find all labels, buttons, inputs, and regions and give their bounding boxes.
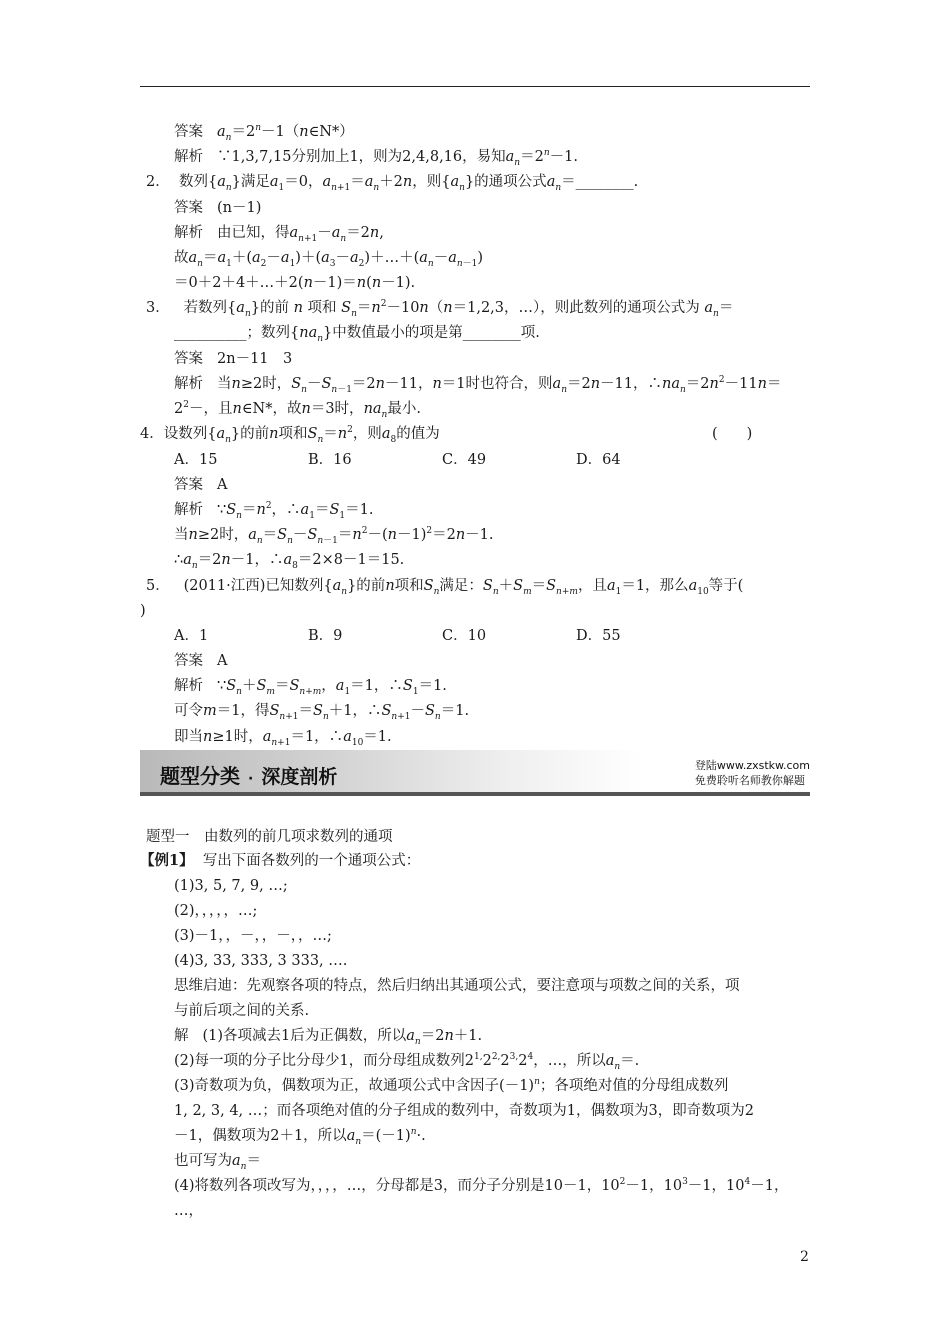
p5-line3: 可令m＝1，得$S_{n+1}=S_n+1$，$\therefore S_{n+1}-S_n=1$.	[174, 703, 470, 722]
page-number: 2	[800, 1249, 809, 1265]
p4-option-a: A．15	[174, 452, 218, 468]
p4-answer: 答案 A	[174, 477, 228, 493]
example-1: 【例1】 写出下面各数列的一个通项公式：	[140, 852, 421, 869]
p4-line3: 当n≥2时，$a_n=S_n-S_{n-1}=n^2-(n-1)^2=2n-1$.	[174, 526, 494, 546]
p5-analysis: 解析 $\because S_n+S_m=S_{n+m}$，$a_1=1$，$\therefore S_1=1$.	[174, 678, 447, 697]
p5-stem: 5． (2011·江西)已知数列$\{a_n\}$的前n项和$S_n$满足：$S_n+S_m=S_{n+m}$，且$a_1=1$，那么$a_{10}$等于(	[146, 578, 744, 597]
p4-option-d: D．64	[576, 452, 621, 468]
p5-option-d: D．55	[576, 628, 621, 644]
banner-site-info: 登陆www.zxstkw.com 免费聆听名师教你解题	[694, 759, 810, 787]
section-heading: 题型一 由数列的前几项求数列的通项	[146, 829, 393, 845]
thinking-line2: 与前后项之间的关系.	[174, 1003, 310, 1019]
p2-line4: ＝0＋2＋4＋…＋2(n－1)＝n(n－1).	[174, 275, 416, 291]
header-rule	[140, 86, 810, 87]
section-banner	[140, 750, 810, 796]
p3-stem: 3． 若数列$\{a_n\}$的前 n 项和 $S_n=n^2-10n(n=1,2,3$，…），则此数列的通项公式为 $a_n=$	[146, 299, 734, 319]
example-item-3: (3)－1，，－，，－，，…;	[174, 928, 332, 944]
example-item-4: (4)3, 33, 333, 3 333, ….	[174, 953, 348, 969]
solution-3-line3: －1，偶数项为2＋1，所以$a_n=(-1)^n\cdot$.	[174, 1127, 426, 1147]
p2-answer: 答案 (n－1)	[174, 200, 262, 216]
p5-options	[174, 627, 710, 647]
p5-line4: 即当n≥1时，$a_{n+1}=1$，$\therefore a_{10}=1$.	[174, 729, 392, 748]
p2-line3: 故$a_n=a_1+(a_2-a_1)+(a_3-a_2)+\dots+(a_n-a_{n-1})$	[174, 250, 484, 269]
p4-answer-paren: ( )	[712, 426, 753, 442]
p4-analysis: 解析 $\because S_n=n^2$，$\therefore a_1=S_1=1$.	[174, 501, 374, 521]
p5-answer: 答案 A	[174, 653, 228, 669]
example-item-1: (1)3, 5, 7, 9, …;	[174, 878, 288, 894]
p5-option-b: B．9	[308, 628, 343, 644]
p4-line4: $\therefore a_n=2n-1$，$\therefore a_8=2\times 8-1=15$.	[174, 552, 405, 571]
p3-line2: __________；数列$\{na_n\}$中数值最小的项是第________项.	[174, 325, 540, 344]
solution-4-line2: …，	[174, 1203, 203, 1219]
p3-analysis: 解析 当n≥2时，$S_n-S_{n-1}=2n-11$，n＝1时也符合，则$a_n=2n-11$，$\therefore na_n=2n^2-11n=$	[174, 375, 782, 395]
example-item-2: (2)，，，，，…;	[174, 903, 258, 919]
banner-underline	[140, 792, 810, 796]
p4-stem: 4．设数列$\{a_n\}$的前n项和$S_n=n^2$，则$a_8$的值为	[140, 425, 440, 445]
p4-options	[174, 451, 710, 471]
p4-option-c: C．49	[442, 452, 487, 468]
p3-analysis-line2: $2^2-$，且n∈N*，故n＝3时，$na_n$最小.	[174, 400, 421, 420]
banner-title: 题型分类 · 深度剖析	[160, 764, 338, 788]
thinking-line1: 思维启迪：先观察各项的特点，然后归纳出其通项公式，要注意项与项数之间的关系，项	[174, 978, 740, 994]
p4-option-b: B．16	[308, 452, 352, 468]
solution-alt: 也可写为$a_n=$	[174, 1153, 261, 1172]
solution-2: (2)每一项的分子比分母少1，而分母组成数列$2^{1,}2^{2,}2^{3,}2^4$，…，所以$a_n=$.	[174, 1052, 640, 1072]
p3-answer: 答案 2n－11 3	[174, 351, 293, 367]
solution-4: (4)将数列各项改写为，，，，…，分母都是3，而分子分别是10－1，$10^2-1$，$10^3-1$，$10^4-1$，	[174, 1177, 789, 1194]
p5-option-a: A．1	[174, 628, 209, 644]
p1-answer: 答案 $a_n=2^n-1(n\in N*)$	[174, 123, 354, 143]
p2-stem: 2． 数列$\{a_n\}$满足$a_1=0$，$a_{n+1}=a_n+2n$，则$\{a_n\}$的通项公式$a_n=\_\_\_\_\_\_\_\_$.	[146, 174, 639, 193]
p5-option-c: C．10	[442, 628, 487, 644]
p2-analysis: 解析 由已知，得$a_{n+1}-a_n=2n$,	[174, 225, 384, 244]
solution-3: (3)奇数项为负，偶数项为正，故通项公式中含因子$(-1)^n$；各项绝对值的分母组成数列	[174, 1077, 729, 1094]
solution-1: 解 (1)各项减去1后为正偶数，所以$a_n=2n+1$.	[174, 1028, 483, 1047]
p5-stem-line2: )	[140, 603, 146, 619]
solution-3-line2: 1, 2, 3, 4, …；而各项绝对值的分子组成的数列中，奇数项为1，偶数项为3，即奇数项为2	[174, 1103, 754, 1119]
p1-analysis: 解析 ∵1,3,7,15分别加上1，则为2,4,8,16，易知$a_n=2^n-1$.	[174, 148, 578, 168]
